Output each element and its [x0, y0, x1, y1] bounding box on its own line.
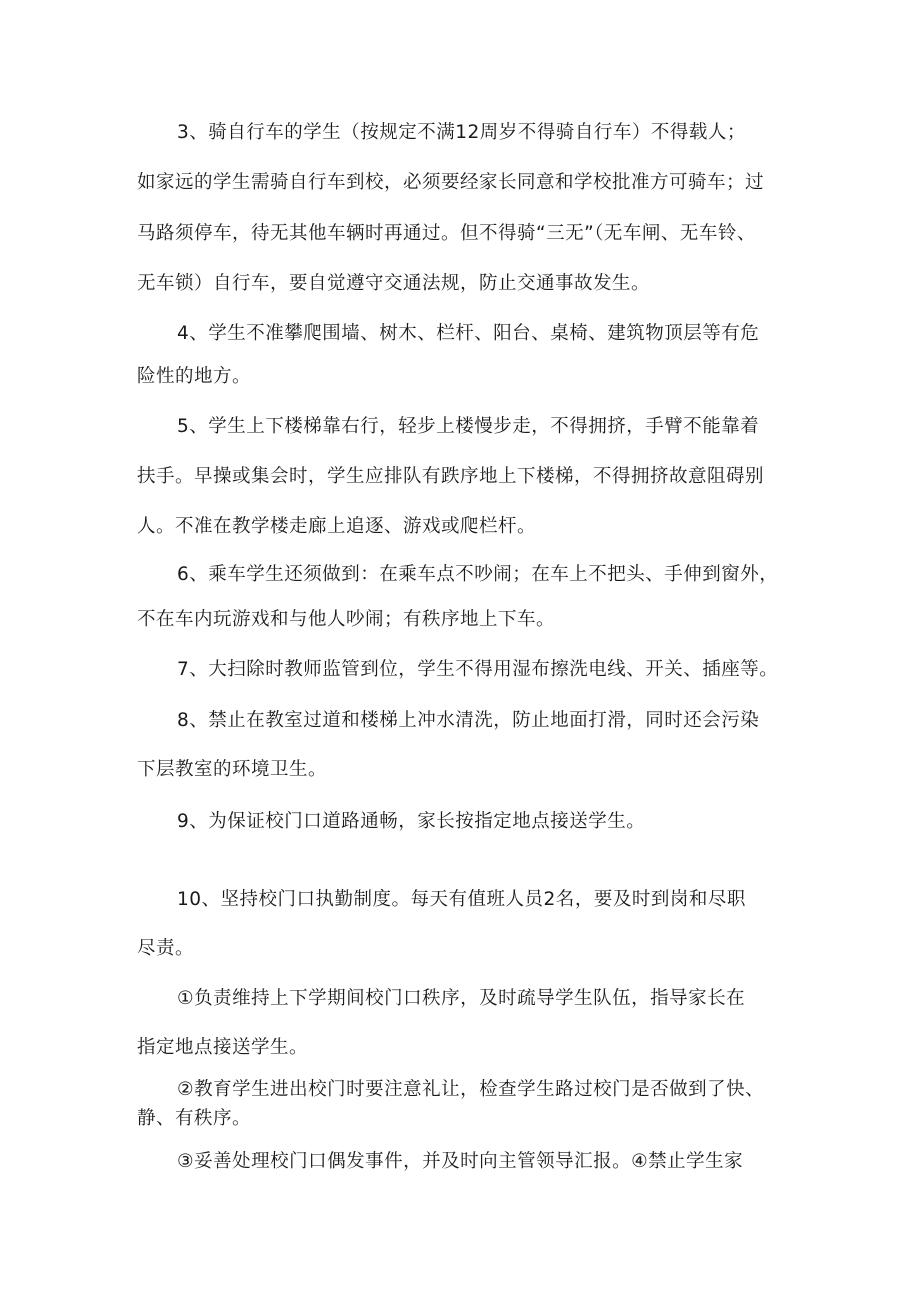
text-line: 6、乘车学生还须做到：在乘车点不吵闹；在车上不把头、手伸到窗外， [177, 564, 779, 585]
text-line: 指定地点接送学生。 [137, 1037, 309, 1058]
text-line: 8、禁止在教室过道和楼梯上冲水清洗，防止地面打滑，同时还会污染 [177, 710, 760, 731]
text-line: 5、学生上下楼梯靠右行，轻步上楼慢步走，不得拥挤，手臂不能靠着 [177, 416, 760, 437]
text-line: ①负责维持上下学期间校门口秩序，及时疏导学生队伍，指导家长在 [177, 988, 746, 1009]
text-line: 扶手。早操或集会时，学生应排队有跌序地上下楼梯，不得拥挤故意阻碍别 [137, 466, 765, 487]
text-line: 尽责。 [137, 938, 195, 959]
text-line: 不在车内玩游戏和与他人吵闹；有秩序地上下车。 [137, 609, 556, 630]
text-line: 下层教室的环境卫生。 [137, 759, 328, 780]
text-line: 3、骑自行车的学生（按规定不满12周岁不得骑自行车）不得载人； [177, 122, 746, 143]
text-line: 静、有秩序。 [137, 1108, 252, 1129]
text-line: 7、大扫除时教师监管到位，学生不得用湿布擦洗电线、开关、插座等。 [177, 659, 779, 680]
text-line: ②教育学生进出校门时要注意礼让，检查学生路过校门是否做到了快、 [177, 1079, 765, 1100]
text-line: 如家远的学生需骑自行车到校，必须要经家长同意和学校批准方可骑车；过 [137, 172, 765, 193]
text-line: 人。不准在教学楼走廊上追逐、游戏或爬栏杆。 [137, 516, 537, 537]
text-line: 9、为保证校门口道路通畅，家长按指定地点接送学生。 [177, 811, 646, 832]
text-line: 险性的地方。 [137, 366, 252, 387]
text-line: ③妥善处理校门口偶发事件，并及时向主管领导汇报。④禁止学生家 [177, 1151, 744, 1172]
text-line: 4、学生不准攀爬围墙、树木、栏杆、阳台、桌椅、建筑物顶层等有危 [177, 323, 760, 344]
text-line: 马路须停车，待无其他车辆时再通过。但不得骑“三无”（无车闸、无车铃、 [137, 223, 756, 244]
text-line: 10、坚持校门口执勤制度。每天有值班人员2名，要及时到岗和尽职 [177, 889, 746, 910]
text-line: 无车锁）自行车，要自觉遵守交通法规，防止交通事故发生。 [137, 273, 651, 294]
